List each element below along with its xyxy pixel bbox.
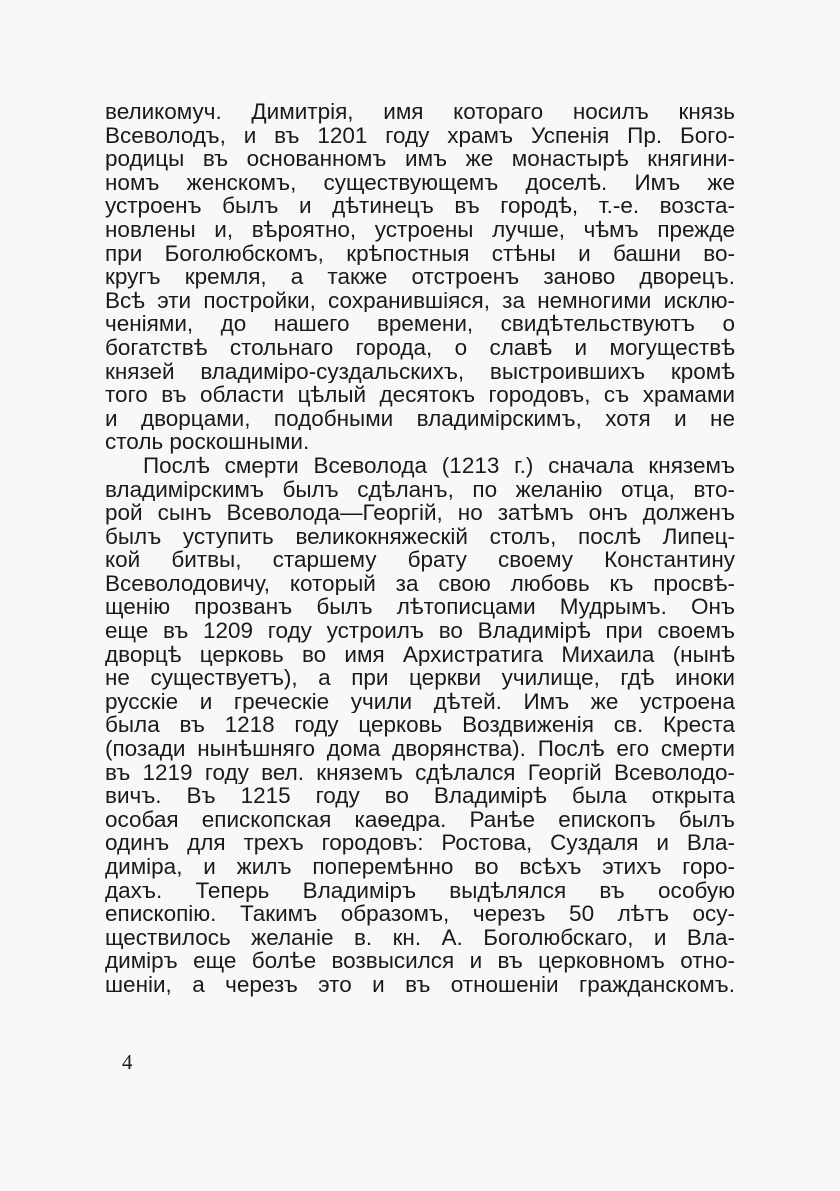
text-line: особая епископская каѳедра. Ранѣе епископъ былъ (105, 807, 735, 832)
text-line: щенію прозванъ былъ лѣтописцами Мудрымъ. Онъ (105, 595, 735, 620)
page-number: 4 (122, 1050, 133, 1074)
text-line: ществилось желаніе в. кн. А. Боголюбскаго, и Вла- (105, 925, 735, 950)
text-line: вичъ. Въ 1215 году во Владимірѣ была открыта (105, 784, 735, 808)
text-line: столь роскошными. (105, 430, 310, 454)
text-line: номъ женскомъ, существующемъ доселѣ. Имъ же (105, 170, 735, 195)
text-line: ченіями, до нашего времени, свидѣтельствуютъ о (105, 312, 735, 336)
text-line: устроенъ былъ и дѣтинецъ въ городѣ, т.-е. возста- (105, 194, 735, 218)
text-line: русскіе и греческіе учили дѣтей. Имъ же устроена (105, 689, 735, 714)
text-line: и дворцами, подобными владимірскимъ, хотя и не (105, 406, 735, 431)
text-line: князей владиміро-суздальскихъ, выстроившихъ кромѣ (105, 359, 735, 384)
text-line: не существуетъ), а при церкви училище, гдѣ иноки (105, 666, 735, 690)
text-line: въ 1219 году вел. княземъ сдѣлался Георгій Всеволодо- (105, 760, 735, 785)
text-line: великомуч. Димитрія, имя котораго носилъ князь (105, 100, 735, 124)
text-line: дахъ. Теперь Владиміръ выдѣлялся въ особую (105, 878, 735, 903)
text-line: Послѣ смерти Всеволода (1213 г.) сначала княземъ (143, 453, 735, 478)
text-line: владимірскимъ былъ сдѣланъ, по желанію отца, вто- (105, 477, 735, 502)
text-line: диміра, и жилъ поперемѣнно во всѣхъ этихъ горо- (105, 855, 735, 879)
text-line: диміръ еще болѣе возвысился и въ церковномъ отно- (105, 949, 735, 973)
paragraph-2 (105, 454, 735, 997)
text-line: богатствѣ стольнаго города, о славѣ и могуществѣ (105, 335, 735, 360)
text-line: шеніи, а черезъ это и въ отношеніи гражданскомъ. (105, 972, 735, 997)
text-line: родицы въ основанномъ имъ же монастырѣ княгини- (105, 147, 735, 171)
text-line: дворцѣ церковь во имя Архистратига Михаила (нынѣ (105, 642, 735, 667)
text-line: Всеволодъ, и въ 1201 году храмъ Успенія Пр. Бого- (105, 123, 735, 148)
text-line: Всѣ эти постройки, сохранившіяся, за немногими исклю- (105, 288, 735, 313)
text-line: (позади нынѣшняго дома дворянства). Послѣ его смерти (105, 737, 735, 761)
text-line: новлены и, вѣроятно, устроены лучше, чѣмъ прежде (105, 217, 735, 242)
paragraph-1 (105, 100, 735, 454)
body-text (105, 100, 735, 997)
text-line: кой битвы, старшему брату своему Константину (105, 548, 735, 572)
text-line: рой сынъ Всеволода—Георгій, но затѣмъ онъ долженъ (105, 501, 735, 525)
text-line: епископію. Такимъ образомъ, черезъ 50 лѣтъ осу- (105, 902, 735, 926)
text-line: при Боголюбскомъ, крѣпостныя стѣны и башни во- (105, 241, 735, 266)
text-line: еще въ 1209 году устроилъ во Владимірѣ при своемъ (105, 619, 735, 643)
text-line: одинъ для трехъ городовъ: Ростова, Суздаля и Вла- (105, 831, 735, 855)
text-line: кругъ кремля, а также отстроенъ заново дворецъ. (105, 265, 735, 289)
text-line: Всеволодовичу, который за свою любовь къ просвѣ- (105, 571, 735, 596)
text-line: была въ 1218 году церковь Воздвиженія св. Креста (105, 713, 735, 738)
text-line: того въ области цѣлый десятокъ городовъ, съ храмами (105, 383, 735, 407)
text-line: былъ уступить великокняжескій столъ, послѣ Липец- (105, 524, 735, 549)
